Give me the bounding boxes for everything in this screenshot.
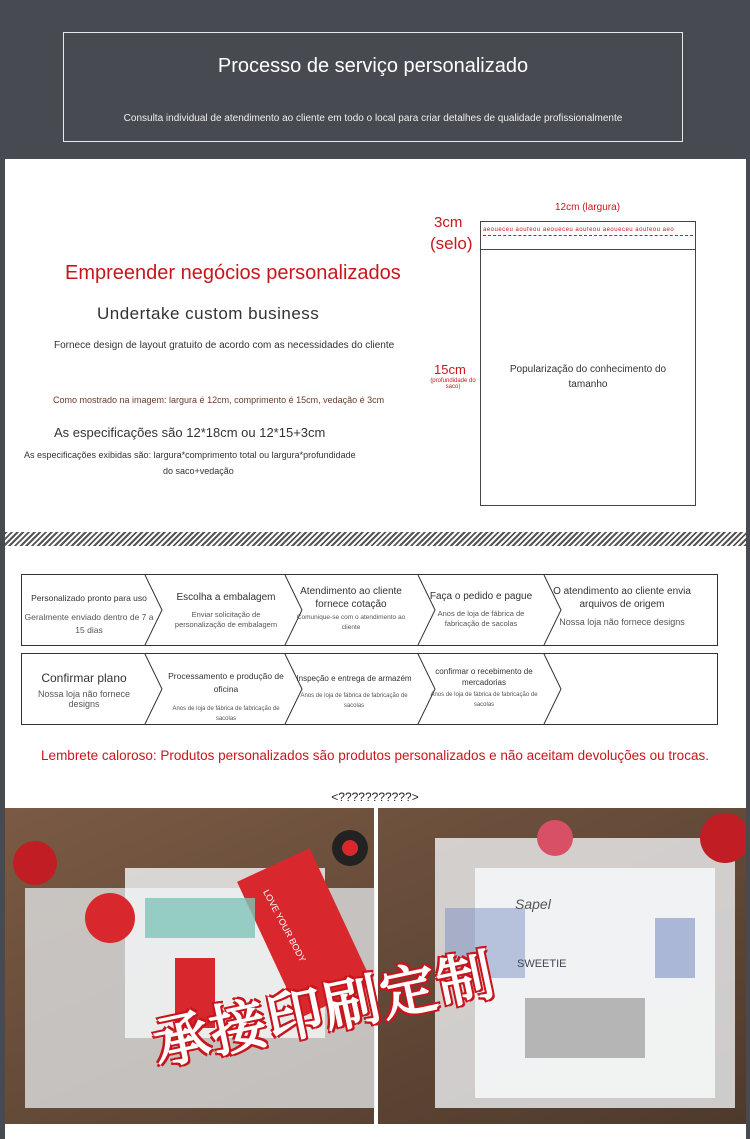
flow-step-ready: Personalizado pronto para uso Geralmente enviado dentro de 7 a 15 dias <box>24 593 154 635</box>
page-subtitle: Consulta individual de atendimento ao cliente em todo o local para criar detalhes de qualidade profissionalmente <box>123 113 623 124</box>
seal-label: (selo) <box>430 234 473 253</box>
process-flow-row-2 <box>21 653 718 725</box>
flow-step-source-files: O atendimento ao cliente envia arquivos de origem Nossa loja não fornece designs <box>553 586 691 627</box>
custom-business-heading-en: Undertake custom business <box>97 304 320 323</box>
process-flow-row-1 <box>21 574 718 646</box>
depth-label: (profundidade do saco) <box>430 378 476 390</box>
flow-row-2-chevrons <box>22 654 717 724</box>
width-label: 12cm (largura) <box>555 202 621 213</box>
header-banner <box>63 32 683 142</box>
sapel-print: Sapel <box>515 896 551 912</box>
design-note: Fornece design de layout gratuito de acordo com as necessidades do cliente <box>54 340 395 351</box>
specs-text: As especificações são 12*18cm ou 12*15+3cm <box>54 425 326 440</box>
seal-strip-text: aeoueceu aoufeou aeoueceu aoufeou aeoueceu aoufeou aeo <box>483 227 675 233</box>
sweetie-print: SWEETIE <box>517 958 567 970</box>
reminder-text: Lembrete caloroso: Produtos personalizados são produtos personalizados e não aceitam devoluções ou trocas. <box>41 748 709 763</box>
bag-center-text: Popularização do conhecimento do tamanho <box>509 364 667 390</box>
specs-detail: As especificações exibidas são: largura*comprimento total ou largura*profundidade <box>24 450 356 460</box>
flow-row-1-chevrons <box>22 575 717 645</box>
seal-line <box>483 235 693 236</box>
photo-caption: <???????????> <box>331 790 419 804</box>
seal-strip <box>481 222 695 250</box>
product-photos <box>5 808 746 1124</box>
love-your-body-print: LOVE YOUR BODY <box>261 888 308 964</box>
flow-step-inspection: Inspeção e entrega de armazém Anos de loja de fábrica de fabricação de sacolas <box>296 674 412 709</box>
print-customization-slogan: 承接印刷定制 <box>147 942 501 1077</box>
depth-size: 15cm <box>434 362 466 377</box>
specs-detail-2: do saco+vedação <box>163 466 234 476</box>
flow-step-production: Processamento e produção de oficina Anos de loja de fábrica de fabricação de sacolas <box>168 671 284 722</box>
flow-step-quotation: Atendimento ao cliente fornece cotação Comunique-se com o atendimento ao cliente <box>296 586 406 631</box>
flow-step-confirm-plan: Confirmar plano Nossa loja não fornece designs <box>37 671 131 709</box>
custom-business-heading: Empreender negócios personalizados <box>65 262 401 284</box>
flow-step-choose-packaging: Escolha a embalagem Enviar solicitação de personalização de embalagem <box>174 592 278 629</box>
hatch-divider <box>5 532 746 546</box>
flow-step-receipt: confirmar o recebimento de mercadorias Anos de loja de fábrica de fabricação de sacolas <box>430 667 538 708</box>
flow-step-order-pay: Faça o pedido e pague Anos de loja de fábrica de fabricação de sacolas <box>429 591 533 628</box>
image-note: Como mostrado na imagem: largura é 12cm, comprimento é 15cm, vedação é 3cm <box>53 395 385 405</box>
seal-size: 3cm <box>434 214 463 231</box>
page-title: Processo de serviço personalizado <box>217 55 529 77</box>
bag-diagram <box>480 221 696 506</box>
